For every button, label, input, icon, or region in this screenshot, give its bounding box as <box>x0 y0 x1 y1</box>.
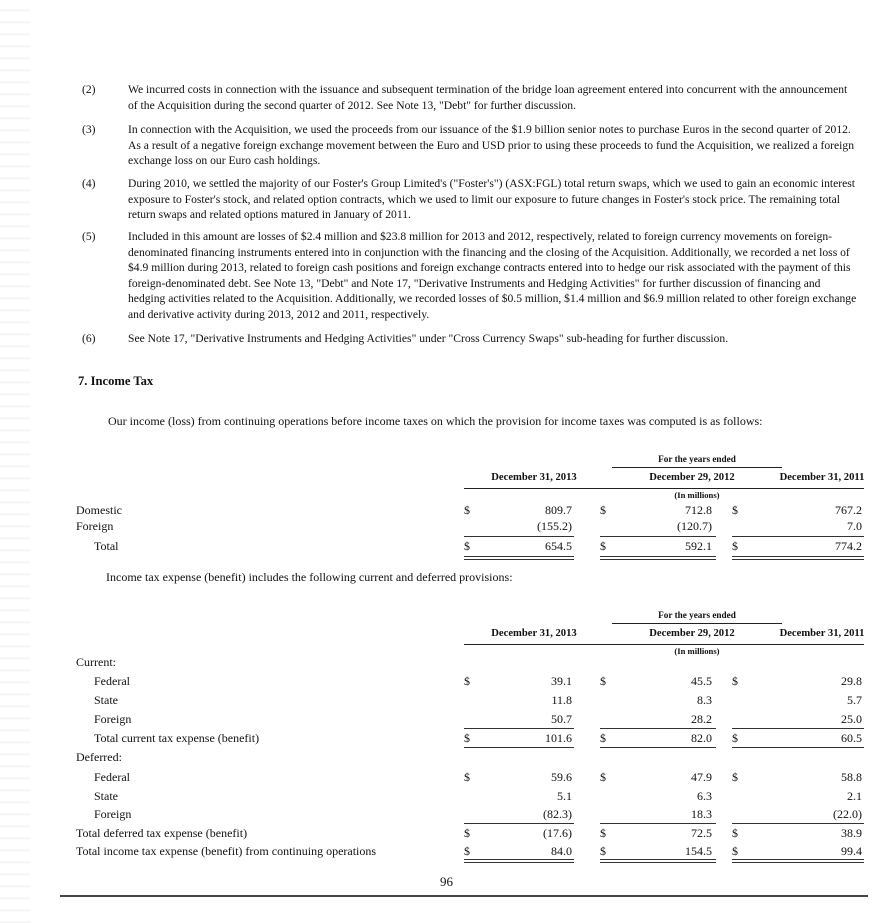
header-rule <box>612 467 782 468</box>
subtotal-rule <box>600 536 716 537</box>
value-2012: 154.5 <box>685 844 712 858</box>
value-2013: 809.7 <box>545 503 572 517</box>
pretax-income-table <box>72 452 864 562</box>
header-rule <box>464 644 864 645</box>
currency-symbol: $ <box>464 826 470 840</box>
column-group-header: For the years ended <box>658 610 736 620</box>
currency-symbol: $ <box>600 674 606 688</box>
row-label: State <box>94 789 118 803</box>
currency-symbol: $ <box>600 503 606 517</box>
scan-margin-artifact <box>0 0 30 923</box>
table-row-domestic <box>72 502 864 518</box>
row-label: Domestic <box>76 503 122 517</box>
currency-symbol: $ <box>600 844 606 858</box>
table-row-deferred-foreign <box>72 806 864 822</box>
row-label: Total income tax expense (benefit) from continuing operations <box>76 844 377 858</box>
table-row-current-foreign <box>72 711 864 727</box>
value-2013: (82.3) <box>543 807 572 821</box>
currency-symbol: $ <box>600 731 606 745</box>
header-rule <box>612 623 782 624</box>
currency-symbol: $ <box>732 844 738 858</box>
total-double-rule <box>732 556 864 560</box>
currency-symbol: $ <box>600 770 606 784</box>
table-row-total-deferred <box>72 825 864 841</box>
value-2011: 774.2 <box>835 539 862 553</box>
table-row-total-current <box>72 730 864 746</box>
row-label: Total <box>94 539 119 553</box>
value-2011: 25.0 <box>841 712 862 726</box>
subtotal-rule <box>464 823 574 824</box>
row-label: Foreign <box>76 519 114 533</box>
table-row-foreign <box>72 518 864 534</box>
currency-symbol: $ <box>464 770 470 784</box>
footnote-number: (6) <box>82 332 96 345</box>
value-2011: 5.7 <box>847 693 862 707</box>
column-header-2013: December 31, 2013 <box>491 472 577 483</box>
intro-paragraph: Our income (loss) from continuing operations before income taxes on which the provision for income taxes was computed is as follows: <box>108 414 763 428</box>
footnote-text: In connection with the Acquisition, we used the proceeds from our issuance of the $1.9 billion senior notes to purchase Euros in the second quarter of 2012. As a result of a negative foreign exchange movement between the Euro and USD prior to using these proceeds to fund the Acquisition, we realized a foreign exchange loss on our Euro cash holdings. <box>128 123 854 167</box>
value-2013: 50.7 <box>551 712 572 726</box>
row-label: Federal <box>94 674 130 688</box>
currency-symbol: $ <box>600 826 606 840</box>
footnote-number: (4) <box>82 177 96 190</box>
section-heading: 7. Income Tax <box>78 374 154 388</box>
table-row-deferred-federal <box>72 769 864 785</box>
column-header-2013: December 31, 2013 <box>491 628 577 639</box>
header-rule <box>464 488 864 489</box>
currency-symbol: $ <box>464 674 470 688</box>
value-2012: (120.7) <box>677 519 712 533</box>
currency-symbol: $ <box>732 770 738 784</box>
subtotal-rule <box>464 747 574 748</box>
page-number: 96 <box>440 874 453 889</box>
income-tax-provision-table <box>72 606 864 866</box>
subtotal-rule <box>600 823 716 824</box>
subtotal-rule <box>600 747 716 748</box>
total-double-rule <box>732 859 864 863</box>
column-header-2012: December 29, 2012 <box>649 628 735 639</box>
value-2013: (17.6) <box>543 826 572 840</box>
value-2011: 99.4 <box>841 844 862 858</box>
value-2012: 6.3 <box>697 789 712 803</box>
subtotal-rule <box>464 728 574 729</box>
currency-symbol: $ <box>464 731 470 745</box>
value-2013: (155.2) <box>537 519 572 533</box>
row-label: Total deferred tax expense (benefit) <box>76 826 248 840</box>
footer-rule <box>60 895 868 897</box>
currency-symbol: $ <box>732 731 738 745</box>
value-2013: 654.5 <box>545 539 572 553</box>
section-deferred <box>72 749 864 765</box>
value-2012: 47.9 <box>691 770 712 784</box>
footnote-text: See Note 17, "Derivative Instruments and Hedging Activities" under "Cross Currency Swaps" sub-heading for further discussion. <box>128 332 729 345</box>
value-2011: 58.8 <box>841 770 862 784</box>
units-label: (In millions) <box>674 490 720 500</box>
currency-symbol: $ <box>732 503 738 517</box>
value-2013: 59.6 <box>551 770 572 784</box>
value-2011: 767.2 <box>835 503 862 517</box>
value-2012: 712.8 <box>685 503 712 517</box>
subtotal-rule <box>732 728 864 729</box>
value-2012: 592.1 <box>685 539 712 553</box>
subtotal-rule <box>732 536 864 537</box>
footnote-text: Included in this amount are losses of $2.4 million and $23.8 million for 2013 and 2012, respectively, related to foreign currency movements on foreign-denominated financing instruments entered into in conjunction with the financing and the closing of the Acquisition. Additionally, we recorded a net loss of $4.9 million during 2013, related to foreign cash positions and foreign exchange contracts entered into to hedge our risk associated with the payment of this foreign-denominated debt. See Note 13, "Debt" and Note 17, "Derivative Instruments and Hedging Activities" for further discussion of financing and hedging activities related to the Acquisition. Additionally, we recorded losses of $0.5 million, $1.4 million and $6.9 million related to other foreign exchange and derivative activity during 2013, 2012 and 2011, respectively. <box>128 230 857 321</box>
footnote-number: (2) <box>82 83 96 96</box>
footnote-number: (5) <box>82 230 96 243</box>
row-label: Total current tax expense (benefit) <box>94 731 260 745</box>
value-2012: 28.2 <box>691 712 712 726</box>
row-label: Federal <box>94 770 130 784</box>
value-2012: 8.3 <box>697 693 712 707</box>
section-current <box>72 654 864 670</box>
total-double-rule <box>464 556 574 560</box>
units-label: (In millions) <box>674 646 720 656</box>
table-row-current-federal <box>72 673 864 689</box>
row-label: Current: <box>76 655 116 669</box>
value-2012: 72.5 <box>691 826 712 840</box>
table-row-deferred-state <box>72 788 864 804</box>
value-2011: 2.1 <box>847 789 862 803</box>
row-label: Deferred: <box>76 750 122 764</box>
column-header-2011: December 31, 2011 <box>779 628 865 639</box>
column-header-2012: December 29, 2012 <box>649 472 735 483</box>
currency-symbol: $ <box>732 674 738 688</box>
value-2013: 84.0 <box>551 844 572 858</box>
footnote-number: (3) <box>82 123 96 136</box>
value-2011: (22.0) <box>833 807 862 821</box>
value-2013: 39.1 <box>551 674 572 688</box>
row-label: Foreign <box>94 807 132 821</box>
value-2012: 45.5 <box>691 674 712 688</box>
value-2013: 5.1 <box>557 789 572 803</box>
currency-symbol: $ <box>464 539 470 553</box>
value-2013: 11.8 <box>551 693 572 707</box>
column-group-header: For the years ended <box>658 454 736 464</box>
value-2011: 60.5 <box>841 731 862 745</box>
total-double-rule <box>600 859 716 863</box>
currency-symbol: $ <box>464 503 470 517</box>
value-2013: 101.6 <box>545 731 572 745</box>
currency-symbol: $ <box>464 844 470 858</box>
value-2011: 7.0 <box>847 519 862 533</box>
row-label: State <box>94 693 118 707</box>
currency-symbol: $ <box>732 539 738 553</box>
row-label: Foreign <box>94 712 132 726</box>
value-2011: 38.9 <box>841 826 862 840</box>
currency-symbol: $ <box>600 539 606 553</box>
total-double-rule <box>600 556 716 560</box>
currency-symbol: $ <box>732 826 738 840</box>
subtotal-rule <box>600 728 716 729</box>
value-2012: 18.3 <box>691 807 712 821</box>
value-2011: 29.8 <box>841 674 862 688</box>
footnote-text: We incurred costs in connection with the issuance and subsequent termination of the bridge loan agreement entered into concurrent with the announcement of the Acquisition during the second quarter of 2012. See Note 13, "Debt" for further discussion. <box>128 83 848 112</box>
subtotal-rule <box>732 747 864 748</box>
subtotal-rule <box>732 823 864 824</box>
table-row-total <box>72 538 864 554</box>
subtotal-rule <box>464 536 574 537</box>
value-2012: 82.0 <box>691 731 712 745</box>
column-header-2011: December 31, 2011 <box>779 472 865 483</box>
footnote-text: During 2010, we settled the majority of our Foster's Group Limited's ("Foster's") (ASX:FGL) total return swaps, which we used to gain an economic interest exposure to Foster's stock, and related option contracts, which we used to limit our exposure to future changes in Foster's stock price. The remaining total return swaps and related options matured in January of 2011. <box>128 177 856 221</box>
intro-paragraph: Income tax expense (benefit) includes the following current and deferred provisions: <box>106 570 513 584</box>
total-double-rule <box>464 859 574 863</box>
table-row-grand-total <box>72 843 864 859</box>
table-row-current-state <box>72 692 864 708</box>
